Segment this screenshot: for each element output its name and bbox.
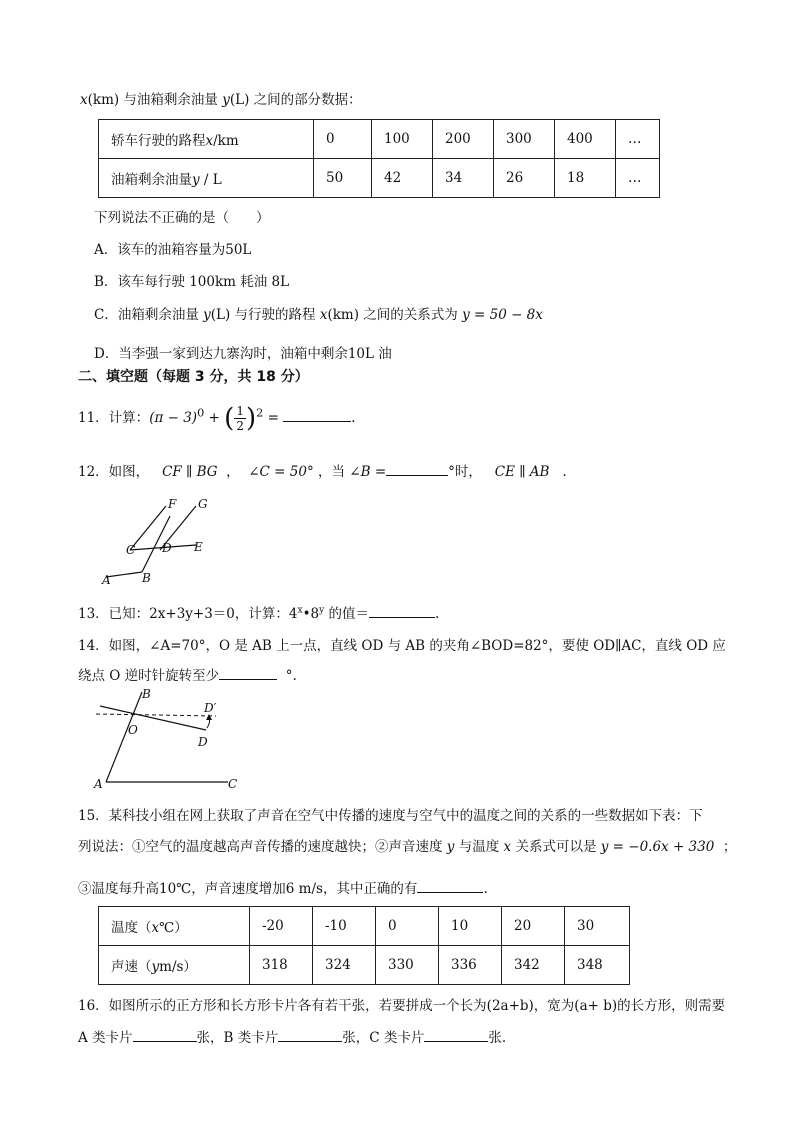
table-cell: 100 xyxy=(372,120,433,159)
q12: 12．如图， CF ∥ BG ， ∠C = 50° ，当 ∠B = °时， CE ∥ AB . xyxy=(78,460,567,480)
table-row xyxy=(99,946,630,985)
label-a: A xyxy=(94,777,103,791)
label-a: A xyxy=(102,573,111,586)
label-c: C xyxy=(228,777,238,791)
row-label: 轿车行驶的路程x/km xyxy=(99,120,314,159)
answer-blank[interactable] xyxy=(133,1027,197,1042)
q14-line2: 绕点 O 逆时针旋转至少 °. xyxy=(78,664,297,684)
answer-blank[interactable] xyxy=(386,461,448,476)
row-label: 油箱剩余油量y / L xyxy=(99,159,314,198)
q10-option-a: A．该车的油箱容量为50L xyxy=(94,242,252,258)
table-cell: 336 xyxy=(439,946,502,985)
q14-figure xyxy=(88,684,248,792)
table-cell: 20 xyxy=(502,907,565,946)
label-b: B xyxy=(142,571,151,585)
table-cell: -10 xyxy=(313,907,376,946)
q15-line1: 15．某科技小组在网上获取了声音在空气中传播的速度与空气中的温度之间的关系的一些数据如下表：下 xyxy=(78,808,703,824)
table-cell: 0 xyxy=(314,120,372,159)
q16-line1: 16．如图所示的正方形和长方形卡片各有若干张，若要拼成一个长为(2a+b)，宽为(a+ b)的长方形，则需要 xyxy=(78,998,726,1014)
table-cell: 318 xyxy=(250,946,313,985)
table-cell: 30 xyxy=(565,907,630,946)
table-cell: 42 xyxy=(372,159,433,198)
table-cell: 400 xyxy=(555,120,616,159)
label-o: O xyxy=(128,723,138,737)
label-g: G xyxy=(198,497,208,511)
table-cell: 330 xyxy=(376,946,439,985)
table-cell: 348 xyxy=(565,946,630,985)
table-row xyxy=(99,907,630,946)
answer-blank[interactable] xyxy=(369,603,435,618)
q13: 13．已知：2x+3y+3＝0，计算：4$^x$•8$^y$ 的值＝ . xyxy=(78,602,439,622)
q10-option-d: D．当李强一家到达九寨沟时，油箱中剩余10L 油 xyxy=(94,346,392,362)
table-cell: 26 xyxy=(494,159,555,198)
table-row xyxy=(99,159,660,198)
q10-option-c: C．油箱剩余油量 y(L) 与行驶的路程 x(km) 之间的关系式为 y = 50 − 8x xyxy=(94,307,543,323)
q12-figure xyxy=(96,494,226,586)
row-label: 声速（ym/s） xyxy=(99,946,250,985)
answer-blank[interactable] xyxy=(219,665,277,680)
label-d: D xyxy=(162,541,172,555)
table-cell: 18 xyxy=(555,159,616,198)
table-row xyxy=(99,120,660,159)
label-d-prime: D′ xyxy=(204,701,217,715)
table-cell: … xyxy=(616,159,660,198)
table-cell: 324 xyxy=(313,946,376,985)
label-d: D xyxy=(198,735,208,749)
answer-blank[interactable] xyxy=(283,407,351,422)
answer-blank[interactable] xyxy=(424,1027,488,1042)
row-label: 温度（x℃） xyxy=(99,907,250,946)
answer-blank[interactable] xyxy=(278,1027,342,1042)
section-title: 二、填空题（每题 3 分，共 18 分） xyxy=(78,369,309,385)
table-cell: 0 xyxy=(376,907,439,946)
table-cell: 342 xyxy=(502,946,565,985)
label-b: B xyxy=(142,687,151,701)
table-cell: 10 xyxy=(439,907,502,946)
label-e: E xyxy=(194,540,203,554)
q15-line2: 列说法：①空气的温度越高声音传播的速度越快；②声音速度 y 与温度 x 关系式可以是 y = −0.6x + 330 ； xyxy=(78,839,737,855)
fraction: $\frac{1}{2}$ xyxy=(236,404,244,433)
sound-speed-table xyxy=(98,906,630,985)
fuel-data-table xyxy=(98,119,660,198)
q16-line2: A 类卡片 张，B 类卡片 张，C 类卡片 张. xyxy=(78,1026,506,1046)
intro-line: x(km) 与油箱剩余油量 y(L) 之间的部分数据： xyxy=(80,92,362,108)
q14-line1: 14．如图，∠A=70°，O 是 AB 上一点，直线 OD 与 AB 的夹角∠BOD=82°，要使 OD∥AC，直线 OD 应 xyxy=(78,638,726,654)
q10-option-b: B．该车每行驶 100km 耗油 8L xyxy=(94,274,290,290)
table-cell: 200 xyxy=(433,120,494,159)
table-cell: 34 xyxy=(433,159,494,198)
label-f: F xyxy=(168,497,177,511)
q15-line3: ③温度每升高10℃，声音速度增加6 m/s，其中正确的有 . xyxy=(78,877,488,897)
table-cell: … xyxy=(616,120,660,159)
answer-blank[interactable] xyxy=(417,878,483,893)
q10-stem: 下列说法不正确的是（ ） xyxy=(94,210,270,226)
table-cell: 50 xyxy=(314,159,372,198)
table-cell: 300 xyxy=(494,120,555,159)
q11: 11．计算：$(\pi - 3)^0$ + ( $\frac{1}{2}$ )$^2$ = . xyxy=(78,403,356,434)
label-c: C xyxy=(126,543,136,557)
table-cell: -20 xyxy=(250,907,313,946)
